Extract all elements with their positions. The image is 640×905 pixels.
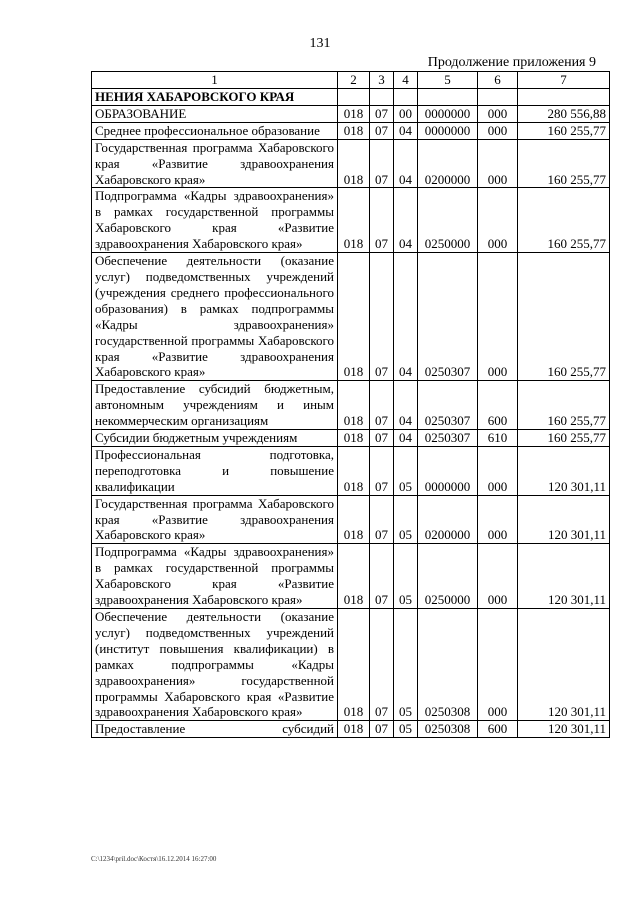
- cell-ministry: 018: [338, 253, 370, 381]
- cell-expense-type: 000: [478, 609, 518, 721]
- cell-ministry: 018: [338, 609, 370, 721]
- cell-expense-type: 000: [478, 188, 518, 253]
- cell-target: 0250307: [418, 430, 478, 447]
- table-row: [92, 446, 610, 495]
- cell-subsection: [394, 89, 418, 106]
- column-header: 7: [518, 72, 610, 89]
- cell-amount: 160 255,77: [518, 430, 610, 447]
- cell-ministry: 018: [338, 139, 370, 188]
- file-path-footer: C:\1234\pril.doc\Костя\16.12.2014 16:27:00: [91, 855, 217, 863]
- page-number: 131: [309, 36, 331, 51]
- cell-section: 07: [370, 609, 394, 721]
- cell-subsection: 04: [394, 122, 418, 139]
- cell-target: 0200000: [418, 139, 478, 188]
- cell-expense-type: 000: [478, 446, 518, 495]
- cell-section: [370, 89, 394, 106]
- cell-target: 0000000: [418, 105, 478, 122]
- table-row: [92, 495, 610, 544]
- cell-expense-type: 000: [478, 253, 518, 381]
- cell-expense-type: 600: [478, 721, 518, 738]
- table-row: [92, 721, 610, 738]
- cell-ministry: 018: [338, 105, 370, 122]
- budget-table: [91, 71, 610, 738]
- row-name: Государственная программа Хабаровского края «Развитие здравоохранения Хабаровского края»: [92, 495, 338, 544]
- cell-section: 07: [370, 430, 394, 447]
- cell-target: 0000000: [418, 122, 478, 139]
- cell-ministry: 018: [338, 721, 370, 738]
- cell-subsection: 04: [394, 430, 418, 447]
- cell-expense-type: 000: [478, 495, 518, 544]
- cell-target: 0250307: [418, 253, 478, 381]
- cell-section: 07: [370, 495, 394, 544]
- column-header: 5: [418, 72, 478, 89]
- table-row: [92, 609, 610, 721]
- table-header-row: [92, 72, 610, 89]
- cell-expense-type: 000: [478, 105, 518, 122]
- cell-amount: 160 255,77: [518, 381, 610, 430]
- cell-section: 07: [370, 721, 394, 738]
- cell-ministry: 018: [338, 495, 370, 544]
- row-name: Профессиональная подготовка, переподготовка и повышение квалификации: [92, 446, 338, 495]
- cell-amount: 160 255,77: [518, 139, 610, 188]
- row-name: Государственная программа Хабаровского края «Развитие здравоохранения Хабаровского края»: [92, 139, 338, 188]
- column-header: 4: [394, 72, 418, 89]
- cell-target: 0250308: [418, 721, 478, 738]
- cell-subsection: 04: [394, 381, 418, 430]
- cell-target: 0250307: [418, 381, 478, 430]
- cell-amount: 120 301,11: [518, 446, 610, 495]
- cell-target: 0250308: [418, 609, 478, 721]
- row-name: Обеспечение деятельности (оказание услуг) подведомственных учреждений (учреждения среднего профессионального образования) в рамках подпрограммы «Кадры здравоохранения» государственной программы Хабаровского края «Развитие здравоохранения Хабаровского края»: [92, 253, 338, 381]
- cell-amount: 160 255,77: [518, 122, 610, 139]
- cell-subsection: 05: [394, 495, 418, 544]
- cell-expense-type: [478, 89, 518, 106]
- cell-section: 07: [370, 253, 394, 381]
- table-row: [92, 544, 610, 609]
- cell-amount: 280 556,88: [518, 105, 610, 122]
- cell-target: 0000000: [418, 446, 478, 495]
- column-header: 6: [478, 72, 518, 89]
- cell-expense-type: 600: [478, 381, 518, 430]
- table-row: [92, 105, 610, 122]
- cell-section: 07: [370, 105, 394, 122]
- cell-amount: 120 301,11: [518, 495, 610, 544]
- row-name: Обеспечение деятельности (оказание услуг) подведомственных учреждений (институт повышения квалификации) в рамках подпрограммы «Кадры здравоохранения» государственной программы Хабаровского края «Развитие здравоохранения Хабаровского края»: [92, 609, 338, 721]
- cell-subsection: 05: [394, 544, 418, 609]
- column-header: 2: [338, 72, 370, 89]
- cell-amount: 160 255,77: [518, 253, 610, 381]
- column-header: 1: [92, 72, 338, 89]
- cell-expense-type: 000: [478, 122, 518, 139]
- row-name: Субсидии бюджетным учреждениям: [92, 430, 338, 447]
- cell-section: 07: [370, 544, 394, 609]
- appendix-continuation-label: Продолжение приложения 9: [427, 55, 596, 70]
- cell-ministry: 018: [338, 544, 370, 609]
- cell-ministry: 018: [338, 430, 370, 447]
- table-row: [92, 122, 610, 139]
- row-name: НЕНИЯ ХАБАРОВСКОГО КРАЯ: [92, 89, 338, 106]
- cell-subsection: 04: [394, 139, 418, 188]
- cell-ministry: [338, 89, 370, 106]
- row-name: Предоставление субсидий: [92, 721, 338, 738]
- row-name: Подпрограмма «Кадры здравоохранения» в рамках государственной программы Хабаровского края «Развитие здравоохранения Хабаровского края»: [92, 544, 338, 609]
- cell-section: 07: [370, 139, 394, 188]
- cell-section: 07: [370, 381, 394, 430]
- cell-subsection: 04: [394, 188, 418, 253]
- cell-subsection: 05: [394, 446, 418, 495]
- cell-amount: 160 255,77: [518, 188, 610, 253]
- cell-subsection: 05: [394, 721, 418, 738]
- cell-section: 07: [370, 122, 394, 139]
- cell-section: 07: [370, 188, 394, 253]
- table-row: [92, 139, 610, 188]
- cell-subsection: 05: [394, 609, 418, 721]
- cell-ministry: 018: [338, 188, 370, 253]
- cell-amount: 120 301,11: [518, 544, 610, 609]
- cell-subsection: 00: [394, 105, 418, 122]
- table-row: [92, 89, 610, 106]
- cell-target: 0200000: [418, 495, 478, 544]
- cell-target: 0250000: [418, 188, 478, 253]
- row-name: Среднее профессиональное образование: [92, 122, 338, 139]
- cell-amount: 120 301,11: [518, 721, 610, 738]
- table-row: [92, 381, 610, 430]
- cell-subsection: 04: [394, 253, 418, 381]
- table-row: [92, 253, 610, 381]
- column-header: 3: [370, 72, 394, 89]
- cell-amount: [518, 89, 610, 106]
- cell-expense-type: 610: [478, 430, 518, 447]
- cell-target: [418, 89, 478, 106]
- cell-section: 07: [370, 446, 394, 495]
- cell-target: 0250000: [418, 544, 478, 609]
- row-name: Подпрограмма «Кадры здравоохранения» в рамках государственной программы Хабаровского края «Развитие здравоохранения Хабаровского края»: [92, 188, 338, 253]
- cell-expense-type: 000: [478, 139, 518, 188]
- row-name: Предоставление субсидий бюджетным, автономным учреждениям и иным некоммерческим организациям: [92, 381, 338, 430]
- cell-ministry: 018: [338, 122, 370, 139]
- cell-ministry: 018: [338, 381, 370, 430]
- cell-ministry: 018: [338, 446, 370, 495]
- cell-amount: 120 301,11: [518, 609, 610, 721]
- cell-expense-type: 000: [478, 544, 518, 609]
- row-name: ОБРАЗОВАНИЕ: [92, 105, 338, 122]
- table-row: [92, 430, 610, 447]
- table-row: [92, 188, 610, 253]
